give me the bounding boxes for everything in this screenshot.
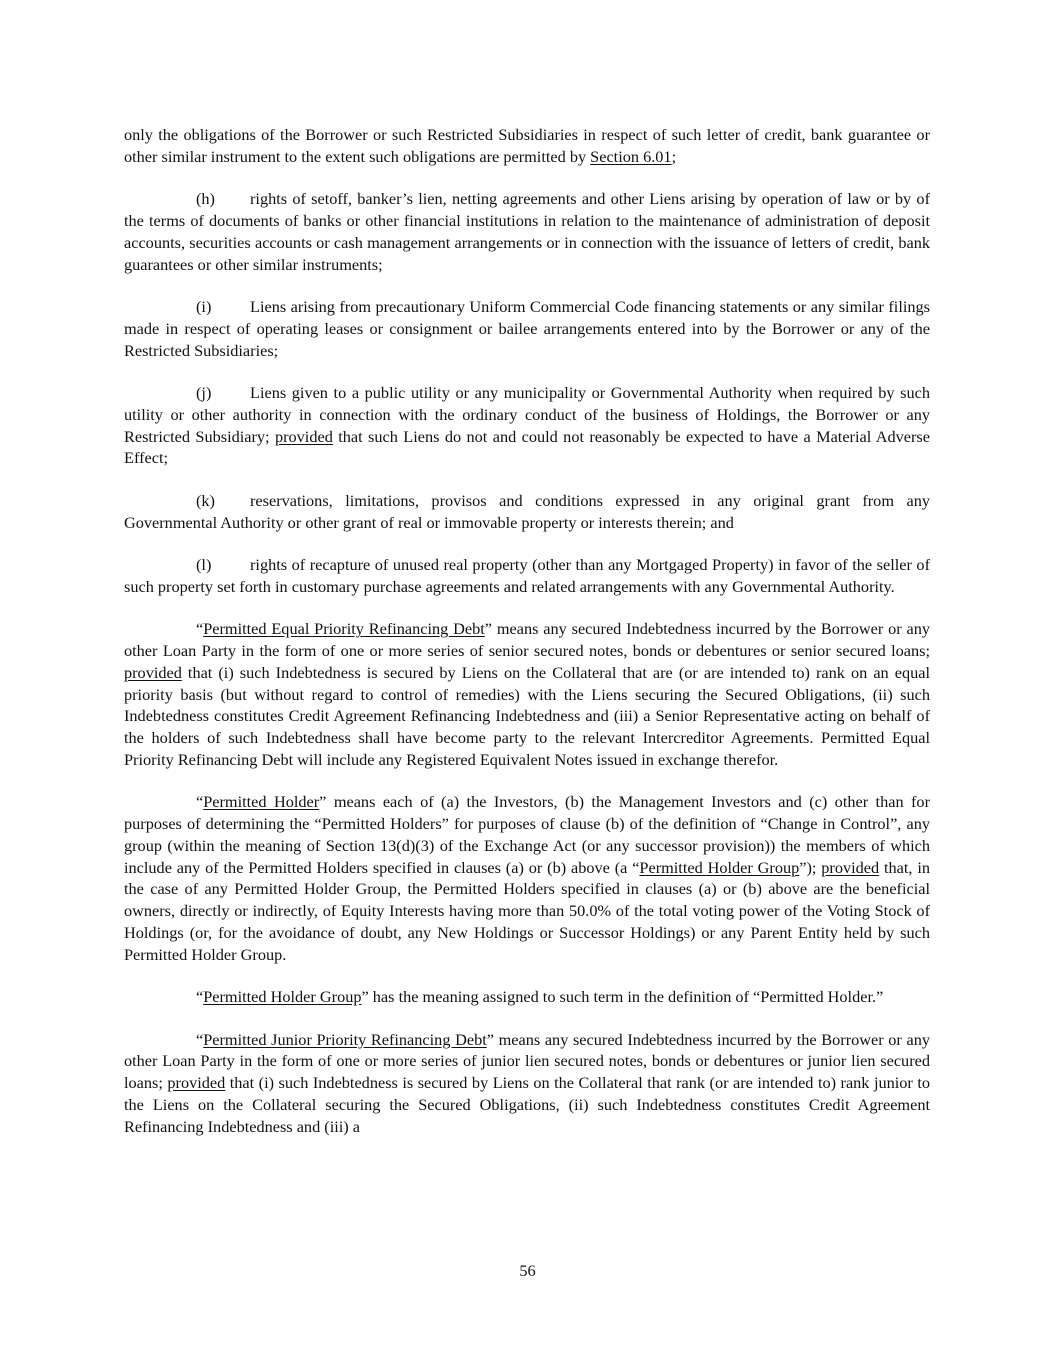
defined-term: Permitted Holder Group xyxy=(203,987,362,1007)
quote-mark: “ xyxy=(196,987,204,1007)
clause-i xyxy=(124,296,930,361)
clause-label: (j) xyxy=(196,382,212,402)
paragraph-continuation xyxy=(124,124,930,168)
paragraph-text: ; xyxy=(671,146,677,166)
clause-l xyxy=(124,554,930,598)
section-reference: Section 6.01 xyxy=(590,146,672,166)
definition-text: ” has the meaning assigned to such term in the definition of “Permitted Holder.” xyxy=(361,987,884,1007)
defined-term-inline: Permitted Holder Group xyxy=(639,857,800,877)
definition-text: ” means any secured Indebtedness incurred by the Borrower or any other Loan Party in the form of one or more series of senior secured notes, bonds or debentures or senior secured loans; xyxy=(124,619,930,660)
quote-mark: “ xyxy=(196,792,204,812)
definition-text: ” means any secured Indebtedness incurred by the Borrower or any other Loan Party in the form of one or more series of junior lien secured notes, bonds or debentures or junior lien secured loans; xyxy=(124,1029,930,1093)
clause-text: rights of setoff, banker’s lien, netting agreements and other Liens arising by operation of law or by of the terms of documents of banks or other financial institutions in relation to the maintenance of administration of deposit accounts, securities accounts or cash management arrangements or in connection with the issuance of letters of credit, bank guarantees or other similar instruments; xyxy=(124,189,930,274)
provided-term: provided xyxy=(821,857,880,877)
document-page xyxy=(124,124,930,1158)
definition-permitted-holder xyxy=(124,791,930,965)
definition-text: ”); xyxy=(799,857,822,877)
paragraph-text: only the obligations of the Borrower or such Restricted Subsidiaries in respect of such letter of credit, bank guarantee or other similar instrument to the extent such obligations are permitted by xyxy=(124,125,930,166)
clause-label: (k) xyxy=(196,490,215,510)
definition-text: that (i) such Indebtedness is secured by Liens on the Collateral that rank (or are intended to) rank junior to the Liens on the Collateral securing the Secured Obligations, (ii) such Indebtedness constitutes Credit Agreement Refinancing Indebtedness and (iii) a xyxy=(124,1073,930,1136)
clause-h xyxy=(124,188,930,275)
clause-label: (l) xyxy=(196,554,212,574)
defined-term: Permitted Equal Priority Refinancing Debt xyxy=(203,619,485,639)
definition-text: that (i) such Indebtedness is secured by Liens on the Collateral that are (or are intended to) rank on an equal priority basis (but without regard to control of remedies) with the Liens securing the Secured Obligations, (ii) such Indebtedness constitutes Credit Agreement Refinancing Indebtedness and (iii) a Senior Representative acting on behalf of the holders of such Indebtedness shall have become party to the relevant Intercreditor Agreements. Permitted Equal Priority Refinancing Debt will include any Registered Equivalent Notes issued in exchange therefor. xyxy=(124,662,930,769)
provided-term: provided xyxy=(167,1073,226,1093)
definition-junior-priority-refinancing-debt xyxy=(124,1029,930,1138)
provided-term: provided xyxy=(274,426,333,446)
definition-permitted-holder-group xyxy=(124,986,930,1008)
quote-mark: “ xyxy=(196,619,204,639)
definition-equal-priority-refinancing-debt xyxy=(124,618,930,771)
clause-text: that such Liens do not and could not reasonably be expected to have a Material Adverse Effect; xyxy=(124,426,930,468)
provided-term: provided xyxy=(124,662,182,682)
clause-text: Liens given to a public utility or any municipality or Governmental Authority when required by such utility or other authority in connection with the ordinary conduct of the business of Holdings, the Borrower or any Restricted Subsidiary; xyxy=(124,382,930,446)
clause-label: (h) xyxy=(196,189,215,209)
clause-k xyxy=(124,490,930,534)
clause-label: (i) xyxy=(196,296,212,316)
page-number: 56 xyxy=(519,1261,536,1280)
clause-j xyxy=(124,382,930,469)
quote-mark: “ xyxy=(196,1029,204,1049)
defined-term: Permitted Junior Priority Refinancing Debt xyxy=(203,1029,487,1049)
definition-text: that, in the case of any Permitted Holder Group, the Permitted Holders specified in clauses (a) or (b) above are the beneficial owners, directly or indirectly, of Equity Interests having more than 50.0% of the total voting power of the Voting Stock of Holdings (or, for the avoidance of doubt, any New Holdings or Successor Holdings) or any Parent Entity held by such Permitted Holder Group. xyxy=(124,857,931,964)
clause-text: Liens arising from precautionary Uniform Commercial Code financing statements or any similar filings made in respect of operating leases or consignment or bailee arrangements entered into by the Borrower or any of the Restricted Subsidiaries; xyxy=(124,296,930,360)
clause-text: reservations, limitations, provisos and conditions expressed in any original grant from any Governmental Authority or other grant of real or immovable property or interests therein; and xyxy=(124,490,930,532)
defined-term: Permitted Holder xyxy=(203,792,320,812)
clause-text: rights of recapture of unused real property (other than any Mortgaged Property) in favor of the seller of such property set forth in customary purchase agreements and related arrangements with any Governmental Authority. xyxy=(124,554,930,596)
definition-text: ” means each of (a) the Investors, (b) the Management Investors and (c) other than for purposes of determining the “Permitted Holders” for purposes of clause (b) of the definition of “Change in Control”, any group (within the meaning of Section 13(d)(3) of the Exchange Act (or any successor provision)) the members of which include any of the Permitted Holders specified in clauses (a) or (b) above (a “ xyxy=(124,792,930,877)
